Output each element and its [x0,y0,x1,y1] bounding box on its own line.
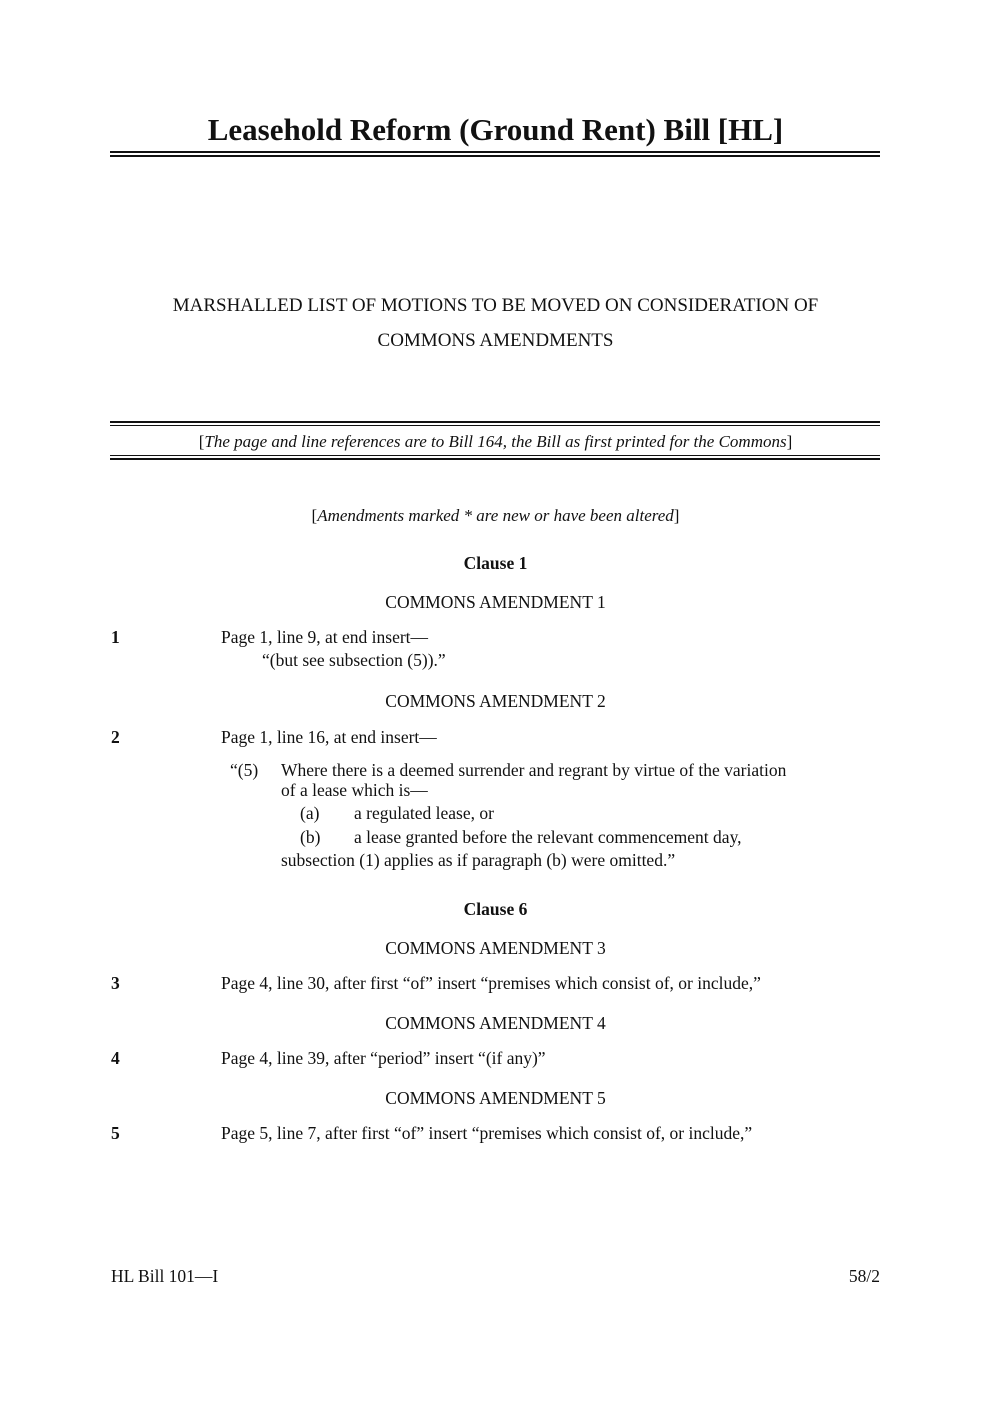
marked-note: [Amendments marked * are new or have been altered] [311,506,680,525]
divider [110,425,880,426]
amendment-insert: “(but see subsection (5)).” [262,650,446,670]
amendment-text: Page 4, line 30, after first “of” insert “premises which consist of, or include,” [221,973,761,993]
paragraph-text: a lease granted before the relevant commencement day, [354,827,742,847]
bill-title: Leasehold Reform (Ground Rent) Bill [HL] [207,112,784,147]
amendment-heading: COMMONS AMENDMENT 1 [385,592,606,612]
list-heading: MARSHALLED LIST OF MOTIONS TO BE MOVED ON CONSIDERATION OF [172,295,819,316]
list-heading: COMMONS AMENDMENTS [377,330,614,351]
amendment-text: Page 5, line 7, after first “of” insert “premises which consist of, or include,” [221,1123,753,1143]
divider [110,455,880,456]
amendment-number: 5 [111,1123,120,1143]
divider [110,458,880,460]
divider [110,421,880,423]
amendment-text: Page 1, line 16, at end insert— [221,727,437,747]
amendment-text: Page 4, line 39, after “period” insert “(if any)” [221,1048,546,1068]
paragraph-label: (b) [300,827,321,847]
amendment-number: 4 [111,1048,120,1068]
title-rule [110,151,880,153]
paragraph-label: (a) [300,803,320,823]
subsection-text: of a lease which is— [281,780,428,800]
amendment-number: 2 [111,727,120,747]
amendment-heading: COMMONS AMENDMENT 2 [385,691,606,711]
footer-code: 58/2 [848,1266,880,1286]
title-rule [110,155,880,157]
amendment-heading: COMMONS AMENDMENT 5 [385,1088,606,1108]
footer-bill-number: HL Bill 101—I [111,1266,219,1286]
amendment-number: 1 [111,627,120,647]
reference-note: [The page and line references are to Bill 164, the Bill as first printed for the Commons] [198,432,793,451]
amendment-text: Page 1, line 9, at end insert— [221,627,429,647]
amendment-number: 3 [111,973,120,993]
subsection-text: Where there is a deemed surrender and regrant by virtue of the variation [281,760,787,780]
clause-title: Clause 6 [463,899,528,919]
clause-title: Clause 1 [463,553,528,573]
subsection-label: “(5) [230,760,259,780]
amendment-heading: COMMONS AMENDMENT 3 [385,938,606,958]
paragraph-text: a regulated lease, or [354,803,494,823]
closing-text: subsection (1) applies as if paragraph (b) were omitted.” [281,850,676,870]
amendment-heading: COMMONS AMENDMENT 4 [385,1013,606,1033]
